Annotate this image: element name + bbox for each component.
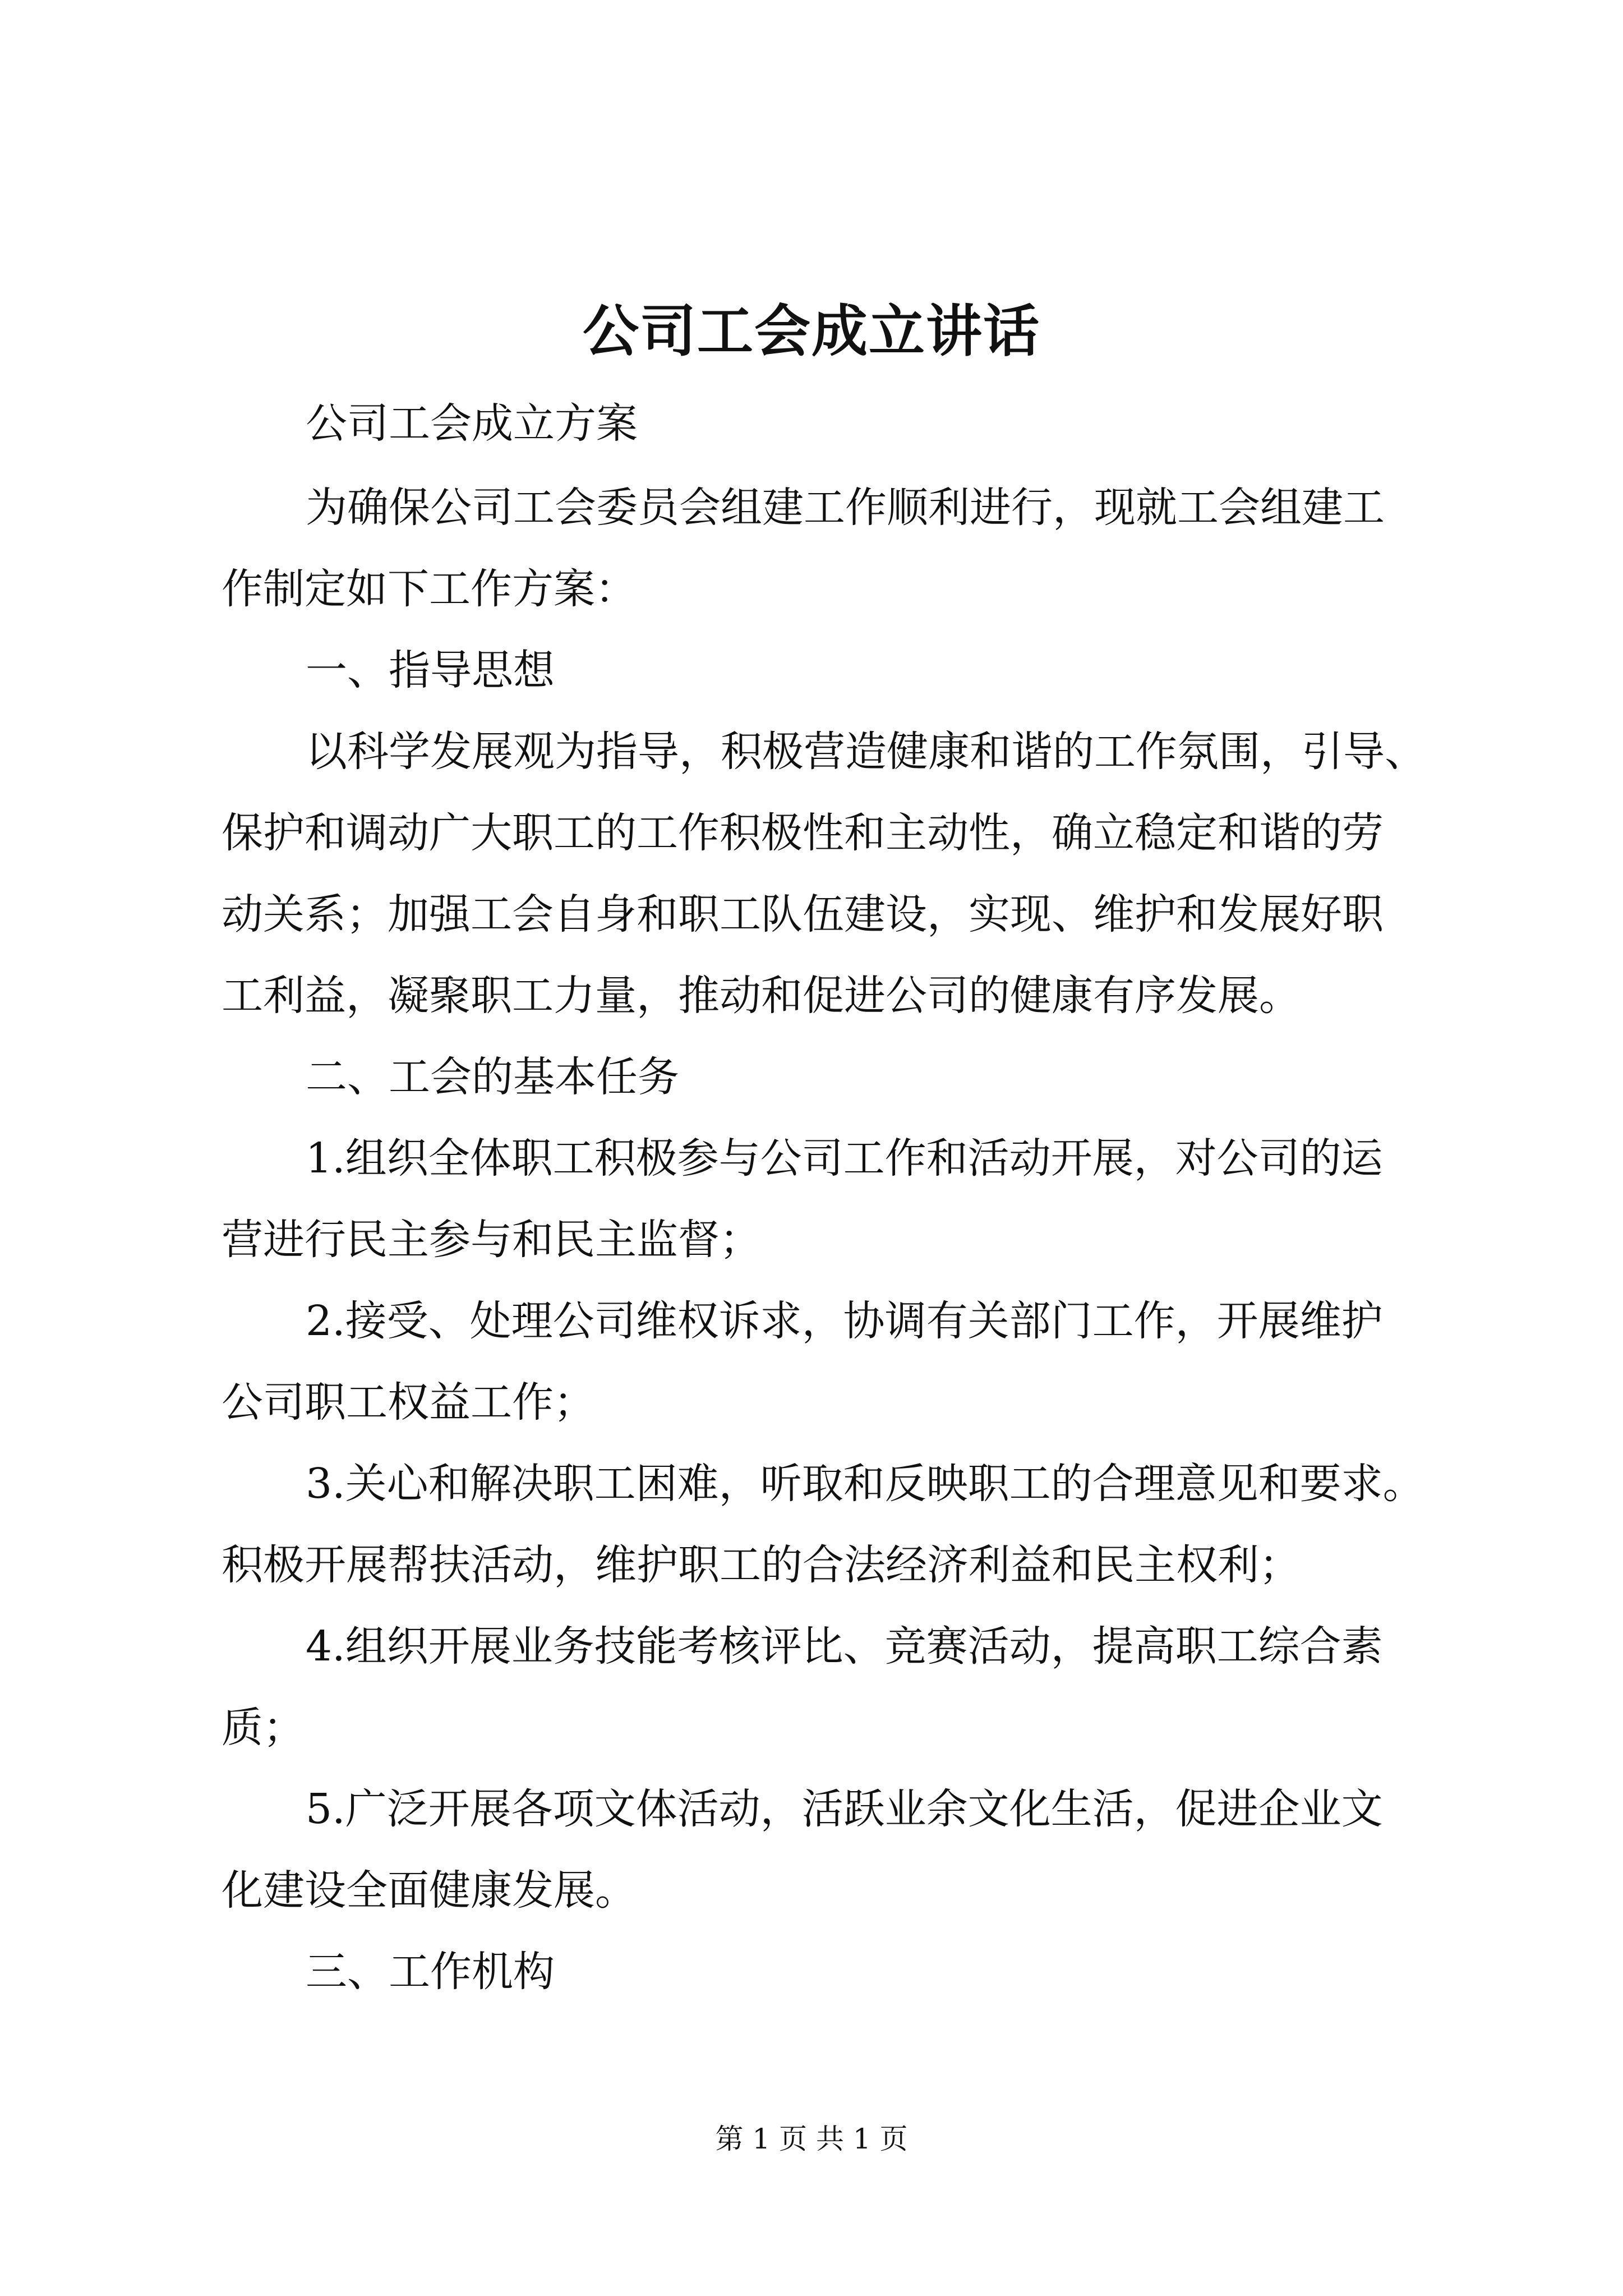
task-item-1: 1.组织全体职工积极参与公司工作和活动开展，对公司的运: [306, 1134, 1383, 1182]
body-line: 工利益，凝聚职工力量，推动和促进公司的健康有序发展。: [222, 972, 1301, 1020]
section-heading-working-body: 三、工作机构: [306, 1948, 555, 1996]
body-line: 公司职工权益工作；: [222, 1378, 595, 1427]
task-item-3: 3.关心和解决职工困难，听取和反映职工的合理意见和要求。: [306, 1460, 1424, 1508]
body-line: 动关系；加强工会自身和职工队伍建设，实现、维护和发展好职: [222, 890, 1384, 938]
task-item-5: 5.广泛开展各项文体活动，活跃业余文化生活，促进企业文: [306, 1785, 1383, 1833]
section-heading-basic-tasks: 二、工会的基本任务: [306, 1053, 679, 1101]
task-item-2: 2.接受、处理公司维权诉求，协调有关部门工作，开展维护: [306, 1297, 1383, 1345]
body-line: 积极开展帮扶活动，维护职工的合法经济利益和民主权利；: [222, 1541, 1301, 1589]
body-line: 营进行民主参与和民主监督；: [222, 1216, 761, 1264]
body-line: 质；: [222, 1704, 305, 1752]
body-line: 为确保公司工会委员会组建工作顺利进行，现就工会组建工: [306, 484, 1385, 532]
document-title: 公司工会成立讲话: [583, 298, 1040, 364]
body-line: 化建设全面健康发展。: [222, 1866, 637, 1915]
body-line: 以科学发展观为指导，积极营造健康和谐的工作氛围，引导、: [306, 728, 1426, 776]
body-line: 保护和调动广大职工的工作积极性和主动性，确立稳定和谐的劳: [222, 809, 1384, 857]
scheme-heading: 公司工会成立方案: [306, 399, 638, 448]
body-line: 作制定如下工作方案：: [222, 565, 637, 613]
page-number: 第 1 页 共 1 页: [715, 2123, 908, 2155]
task-item-4: 4.组织开展业务技能考核评比、竞赛活动，提高职工综合素: [306, 1622, 1383, 1671]
section-heading-guiding-ideology: 一、指导思想: [306, 646, 555, 694]
